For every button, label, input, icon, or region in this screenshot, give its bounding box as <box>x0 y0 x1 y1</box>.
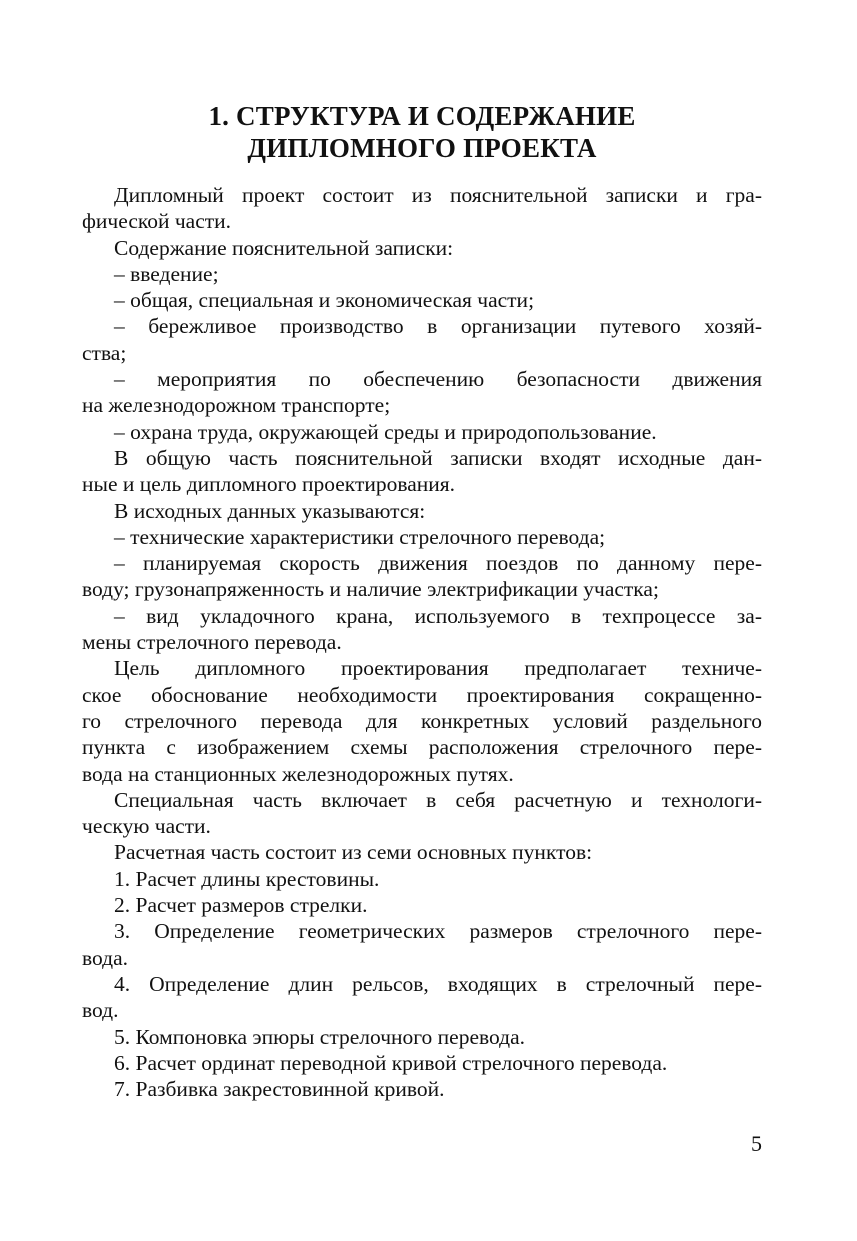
paragraph-line: – охрана труда, окружающей среды и природопользование. <box>114 419 657 444</box>
paragraph-line: вода на станционных железнодорожных путях. <box>82 761 514 786</box>
paragraph <box>82 1050 762 1076</box>
paragraph-line: ства; <box>82 340 127 365</box>
paragraph <box>82 498 762 524</box>
body-text <box>82 182 762 1102</box>
paragraph-line: В исходных данных указываются: <box>114 498 426 523</box>
paragraph <box>82 839 762 865</box>
paragraph <box>82 971 762 1024</box>
paragraph <box>82 892 762 918</box>
paragraph-line: – мероприятия по обеспечению безопасности движения <box>114 367 762 392</box>
paragraph-line: ные и цель дипломного проектирования. <box>82 472 456 497</box>
paragraph-line: Содержание пояснительной записки: <box>114 235 454 260</box>
paragraph-line: пункта с изображением схемы расположения стрелочного пере- <box>82 735 762 760</box>
paragraph-line: фической части. <box>82 209 232 234</box>
title-line-2: ДИПЛОМНОГО ПРОЕКТА <box>247 133 597 163</box>
paragraph-line: – вид укладочного крана, используемого в техпроцессе за- <box>114 603 762 628</box>
paragraph <box>82 445 762 498</box>
paragraph <box>82 550 762 603</box>
paragraph-line: го стрелочного перевода для конкретных условий раздельного <box>82 708 762 733</box>
paragraph-line: – планируемая скорость движения поездов по данному пере- <box>114 551 762 576</box>
paragraph <box>82 918 762 971</box>
paragraph-line: 3. Определение геометрических размеров стрелочного пере- <box>114 919 762 944</box>
paragraph-line: мены стрелочного перевода. <box>82 630 342 655</box>
page-content <box>82 100 762 1102</box>
paragraph-line: вод. <box>82 998 119 1023</box>
paragraph <box>82 261 762 287</box>
paragraph <box>82 419 762 445</box>
paragraph-line: 5. Компоновка эпюры стрелочного перевода. <box>114 1024 526 1049</box>
page-title <box>82 100 762 164</box>
paragraph-line: 1. Расчет длины крестовины. <box>114 866 380 891</box>
paragraph <box>82 287 762 313</box>
paragraph <box>82 866 762 892</box>
paragraph <box>82 603 762 656</box>
paragraph-line: ское обоснование необходимости проектирования сокращенно- <box>82 682 762 707</box>
paragraph-line: – общая, специальная и экономическая части; <box>114 288 535 313</box>
paragraph <box>82 1024 762 1050</box>
paragraph <box>82 1076 762 1102</box>
paragraph-line: воду; грузонапряженность и наличие электрификации участка; <box>82 577 659 602</box>
paragraph-line: ческую части. <box>82 814 211 839</box>
paragraph-line: вода. <box>82 945 128 970</box>
paragraph-line: 6. Расчет ординат переводной кривой стрелочного перевода. <box>114 1050 668 1075</box>
paragraph-line: Специальная часть включает в себя расчетную и технологи- <box>114 787 762 812</box>
paragraph-line: Расчетная часть состоит из семи основных пунктов: <box>114 840 593 865</box>
paragraph-line: 4. Определение длин рельсов, входящих в стрелочный пере- <box>114 971 762 996</box>
paragraph-line: 7. Разбивка закрестовинной кривой. <box>114 1077 445 1102</box>
paragraph <box>82 182 762 235</box>
paragraph <box>82 787 762 840</box>
paragraph <box>82 366 762 419</box>
paragraph-line: на железнодорожном транспорте; <box>82 393 391 418</box>
paragraph-line: 2. Расчет размеров стрелки. <box>114 893 368 918</box>
paragraph <box>82 313 762 366</box>
paragraph-line: В общую часть пояснительной записки входят исходные дан- <box>114 445 762 470</box>
paragraph-line: Цель дипломного проектирования предполагает техниче- <box>114 656 762 681</box>
paragraph-line: Дипломный проект состоит из пояснительной записки и гра- <box>114 183 762 207</box>
paragraph-line: – бережливое производство в организации путевого хозяй- <box>114 314 762 339</box>
paragraph-line: – введение; <box>114 261 219 286</box>
paragraph-line: – технические характеристики стрелочного перевода; <box>114 524 606 549</box>
paragraph <box>82 524 762 550</box>
paragraph <box>82 655 762 786</box>
title-line-1: 1. СТРУКТУРА И СОДЕРЖАНИЕ <box>208 101 636 131</box>
paragraph <box>82 235 762 261</box>
page-number: 5 <box>751 1131 762 1156</box>
